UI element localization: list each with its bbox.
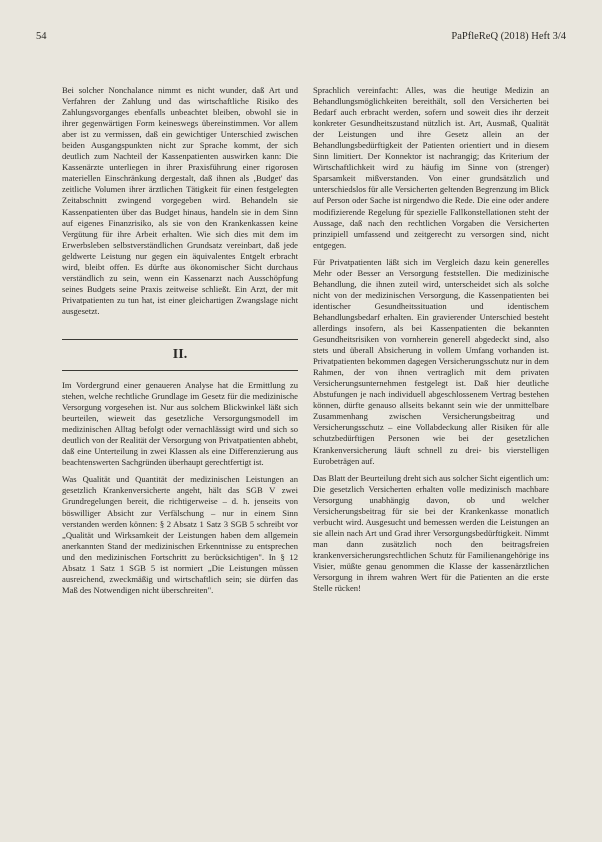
left-column <box>62 85 298 602</box>
body-paragraph: Sprachlich vereinfacht: Alles, was die heutige Medizin an Behandlungsmöglichkeiten bereithält, soll den Versicherten bei Bedarf auch erbracht werden, sofern und soweit dies ihr derzeit konkreter Gesundheitszustand nützlich ist. Art, Ausmaß, Qualität der Leistungen und ihre Gesetz allein an der Behandlungsbedürftigkeit der Patienten orientiert und in diesem Sinn limitiert. Der Konnektor ist nachrangig; das Kriterium der Wirtschaftlichkeit wird zu häufig im Sinne von (strenger) Sparsamkeit mißverstanden. Von einer grundsätzlich und unterschiedslos für alle Versicherten geltenden Begrenzung im Blick auf Person oder Sache ist nirgendwo die Rede. Die eine oder andere modifizierende Regelung für spezielle Fallkonstellationen steht der Aussage, daß nach den rechtlichen Vorgaben die Versicherten prinzipiell umfassend und zeitgerecht zu versorgen sind, nicht entgegen. <box>313 85 549 250</box>
body-paragraph: Was Qualität und Quantität der medizinischen Leistungen an gesetzlich Krankenversicherte angeht, hält das SGB V zwei Grundregelungen bereit, die richtigerweise – d. h. jenseits von böswilliger Absicht zur Verfälschung – nur in einem Sinn verstanden werden können: § 2 Absatz 1 Satz 3 SGB 5 schreibt vor „Qualität und Wirksamkeit der Leistungen haben dem allgemein anerkannten Stand der medizinischen Erkenntnisse zu entsprechen und den medizinischen Fortschritt zu berücksichtigen". In § 12 Absatz 1 Satz 1 SGB 5 ist normiert „Die Leistungen müssen ausreichend, zweckmäßig und wirtschaftlich sein; sie dürfen das Maß des Notwendigen nicht überschreiten". <box>62 474 298 595</box>
body-paragraph: Im Vordergrund einer genaueren Analyse hat die Ermittlung zu stehen, welche rechtliche Grundlage im Gesetz für die medizinische Versorgung vorgesehen ist. Nur aus solchem Blickwinkel läßt sich beurteilen, wieweit das gesetzliche Versorgungsmodell im medizinischen Alltag befolgt oder vernachlässigt wird und sich so deutlich von der Realität der Versorgung von Privatpatienten abhebt, daß eine Unterteilung in zwei Klassen als eine Differenzierung aus beachtenswerten Sachgründen überhaupt gerechtfertigt ist. <box>62 379 298 468</box>
page-number: 54 <box>36 31 47 42</box>
body-paragraph: Bei solcher Nonchalance nimmt es nicht wunder, daß Art und Verfahren der Zahlung und das wirtschaftliche Risiko des Zahlungsvorganges ebenfalls unbeachtet bleiben, obwohl sie in ihrer gegenwärtigen Form keineswegs übereinstimmen. Vor allem aber ist zu vermissen, daß ein gewichtiger Unterschied zwischen beiden Ausgangspunkten nicht zur Sprache kommt, der sich deutlich zum Nachteil der Kassenpatienten auswirken kann: Die Kassenärzte unterliegen in ihrer Praxisführung einer rigorosen materiellen Einschränkung dergestalt, daß ihnen als ‚Budget' das zeitliche Volumen ihrer ärztlichen Tätigkeit für einen festgelegten Zeitabschnitt zwingend vorgegeben wird. Behandeln sie Kassenpatienten über das Budget hinaus, handeln sie in dem Sinn auf eigenes Finanzrisiko, als sie von den Krankenkassen keine Vergütung für ihre Arbeit erhalten. Wie sich dies mit dem im Erwerbsleben selbstverständlichen Grundsatz vereinbart, daß jede geldwerte Leistung nur gegen ein äquivalentes Entgelt erbracht wird, bleibt offen. Es dürfte aus ökonomischer Sicht durchaus verständlich zu sein, wenn ein Kassenarzt nach Ausschöpfung seines Budgets seine Praxis zeitweise schließt. Ein Arzt, der mit Privatpatienten zu tun hat, ist einer gleichartigen Zwangslage nicht ausgesetzt. <box>62 85 298 316</box>
page-header <box>36 31 566 45</box>
body-paragraph: Das Blatt der Beurteilung dreht sich aus solcher Sicht eigentlich um: Die gesetzlich Versicherten erhalten volle medizinisch machbare Versorgung unabhängig davon, ob und welcher Versicherungsbeitrag für sie bei der Krankenkasse monatlich verbucht wird. Ausgesucht und bemessen werden die Leistungen an sie allein nach Art und Grad ihrer Versorgungsbedürftigkeit. Nimmt man dann zusätzlich noch den beitragsfreien krankenversicherungsrechtlichen Schutz für Familienangehörige ins Visier, müßte genau genommen die Klasse der kassenärztlichen Versorgung in ihrem wahren Wert für die Patienten an die erste Stelle rücken! <box>313 472 549 594</box>
running-title: PaPfleReQ (2018) Heft 3/4 <box>451 31 566 42</box>
section-heading: II. <box>172 346 188 362</box>
right-column <box>313 85 549 600</box>
body-paragraph: Für Privatpatienten läßt sich im Vergleich dazu kein generelles Mehr oder Besser an Versorgung feststellen. Die medizinische Behandlung, die ihnen zuteil wird, unterscheidet sich als solche nicht von der medizinischen Versorgung, die Kassenpatienten bei identischer Gesundheitssituation und identischem Behandlungsbedarf erhalten. Ein gravierender Unterschied besteht allerdings insofern, als bei Kassenpatienten die bekannten Gesundheitsrisiken von vornherein generell abgedeckt sind, also stets und überall Absicherung in vollem Umfang vorhanden ist. Privatpatienten bekommen dagegen Versicherungsschutz nur in dem Rahmen, der von ihnen vertraglich mit dem privaten Versicherungsunternehmen festgelegt ist. Daß hier deutliche Abstufungen je nach individuell abgeschlossenem Vertrag bestehen können, dürfte genauso allseits bekannt sein wie der unmittelbare Zusammenhang zwischen Versicherungsbeitrag und Versicherungsschutz – eine Vollabdeckung aller Risiken für alle schutzbedürftigen Personen wie bei der gesetzlichen Krankenversicherung läuft schnell zu drei- bis vierstelligen Eurobeträgen auf. <box>313 256 549 466</box>
